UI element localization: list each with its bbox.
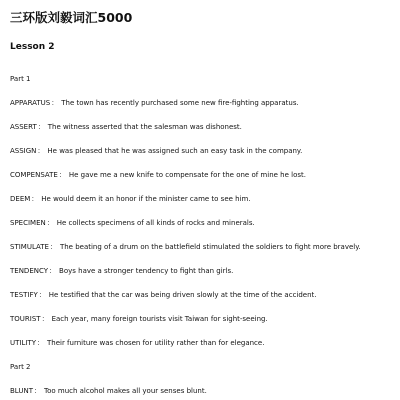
vocab-word: TENDENCY xyxy=(10,267,49,275)
entry-separator: ： xyxy=(37,147,45,155)
example-sentence: Too much alcohol makes all your senses blunt. xyxy=(44,387,207,395)
vocab-entry xyxy=(10,290,317,300)
vocab-word: TOURIST xyxy=(10,315,41,323)
example-sentence: He testified that the car was being driven slowly at the time of the accident. xyxy=(48,291,317,299)
vocab-entry xyxy=(10,122,242,132)
vocab-entry xyxy=(10,266,233,276)
vocab-word: APPARATUS xyxy=(10,99,51,107)
vocab-entry xyxy=(10,314,268,324)
example-sentence: The beating of a drum on the battlefield stimulated the soldiers to fight more bravely. xyxy=(59,243,361,251)
example-sentence: Boys have a stronger tendency to fight than girls. xyxy=(59,267,234,275)
entry-separator: ： xyxy=(51,99,59,107)
example-sentence: Their furniture was chosen for utility rather than for elegance. xyxy=(46,339,265,347)
entry-separator: ： xyxy=(58,171,66,179)
example-sentence: He collects specimens of all kinds of rocks and minerals. xyxy=(56,219,255,227)
example-sentence: Each year, many foreign tourists visit Taiwan for sight-seeing. xyxy=(51,315,268,323)
vocab-entry xyxy=(10,242,361,252)
vocab-entry xyxy=(10,194,251,204)
entry-separator: ： xyxy=(49,267,57,275)
example-sentence: He was pleased that he was assigned such an easy task in the company. xyxy=(47,147,303,155)
example-sentence: The town has recently purchased some new fire-fighting apparatus. xyxy=(61,99,299,107)
part-heading: Part 2 xyxy=(10,363,31,371)
lesson-heading: Lesson 2 xyxy=(10,42,55,52)
example-sentence: He gave me a new knife to compensate for the one of mine he lost. xyxy=(68,171,306,179)
vocab-word: SPECIMEN xyxy=(10,219,46,227)
entry-separator: ： xyxy=(37,123,45,131)
vocab-word: ASSIGN xyxy=(10,147,37,155)
example-sentence: The witness asserted that the salesman was dishonest. xyxy=(47,123,242,131)
vocab-word: COMPENSATE xyxy=(10,171,58,179)
entry-separator: ： xyxy=(49,243,57,251)
entry-separator: ： xyxy=(31,195,39,203)
vocab-entry xyxy=(10,170,306,180)
vocab-entry xyxy=(10,98,299,108)
example-sentence: He would deem it an honor if the minister came to see him. xyxy=(41,195,251,203)
vocab-entry xyxy=(10,338,264,348)
entry-separator: ： xyxy=(46,219,54,227)
part-heading: Part 1 xyxy=(10,75,31,83)
vocab-word: ASSERT xyxy=(10,123,37,131)
vocab-word: TESTIFY xyxy=(10,291,38,299)
vocab-word: BLUNT xyxy=(10,387,33,395)
vocab-entry xyxy=(10,218,255,228)
entry-separator: ： xyxy=(34,387,41,395)
vocab-word: UTILITY xyxy=(10,339,36,347)
vocab-word: DEEM xyxy=(10,195,31,203)
document-title: 三环版刘毅词汇5000 xyxy=(10,10,133,25)
vocab-entry xyxy=(10,146,302,156)
vocab-word: STIMULATE xyxy=(10,243,49,251)
vocab-entry xyxy=(10,386,207,396)
entry-separator: ： xyxy=(36,339,44,347)
entry-separator: ： xyxy=(41,315,49,323)
entry-separator: ： xyxy=(38,291,46,299)
